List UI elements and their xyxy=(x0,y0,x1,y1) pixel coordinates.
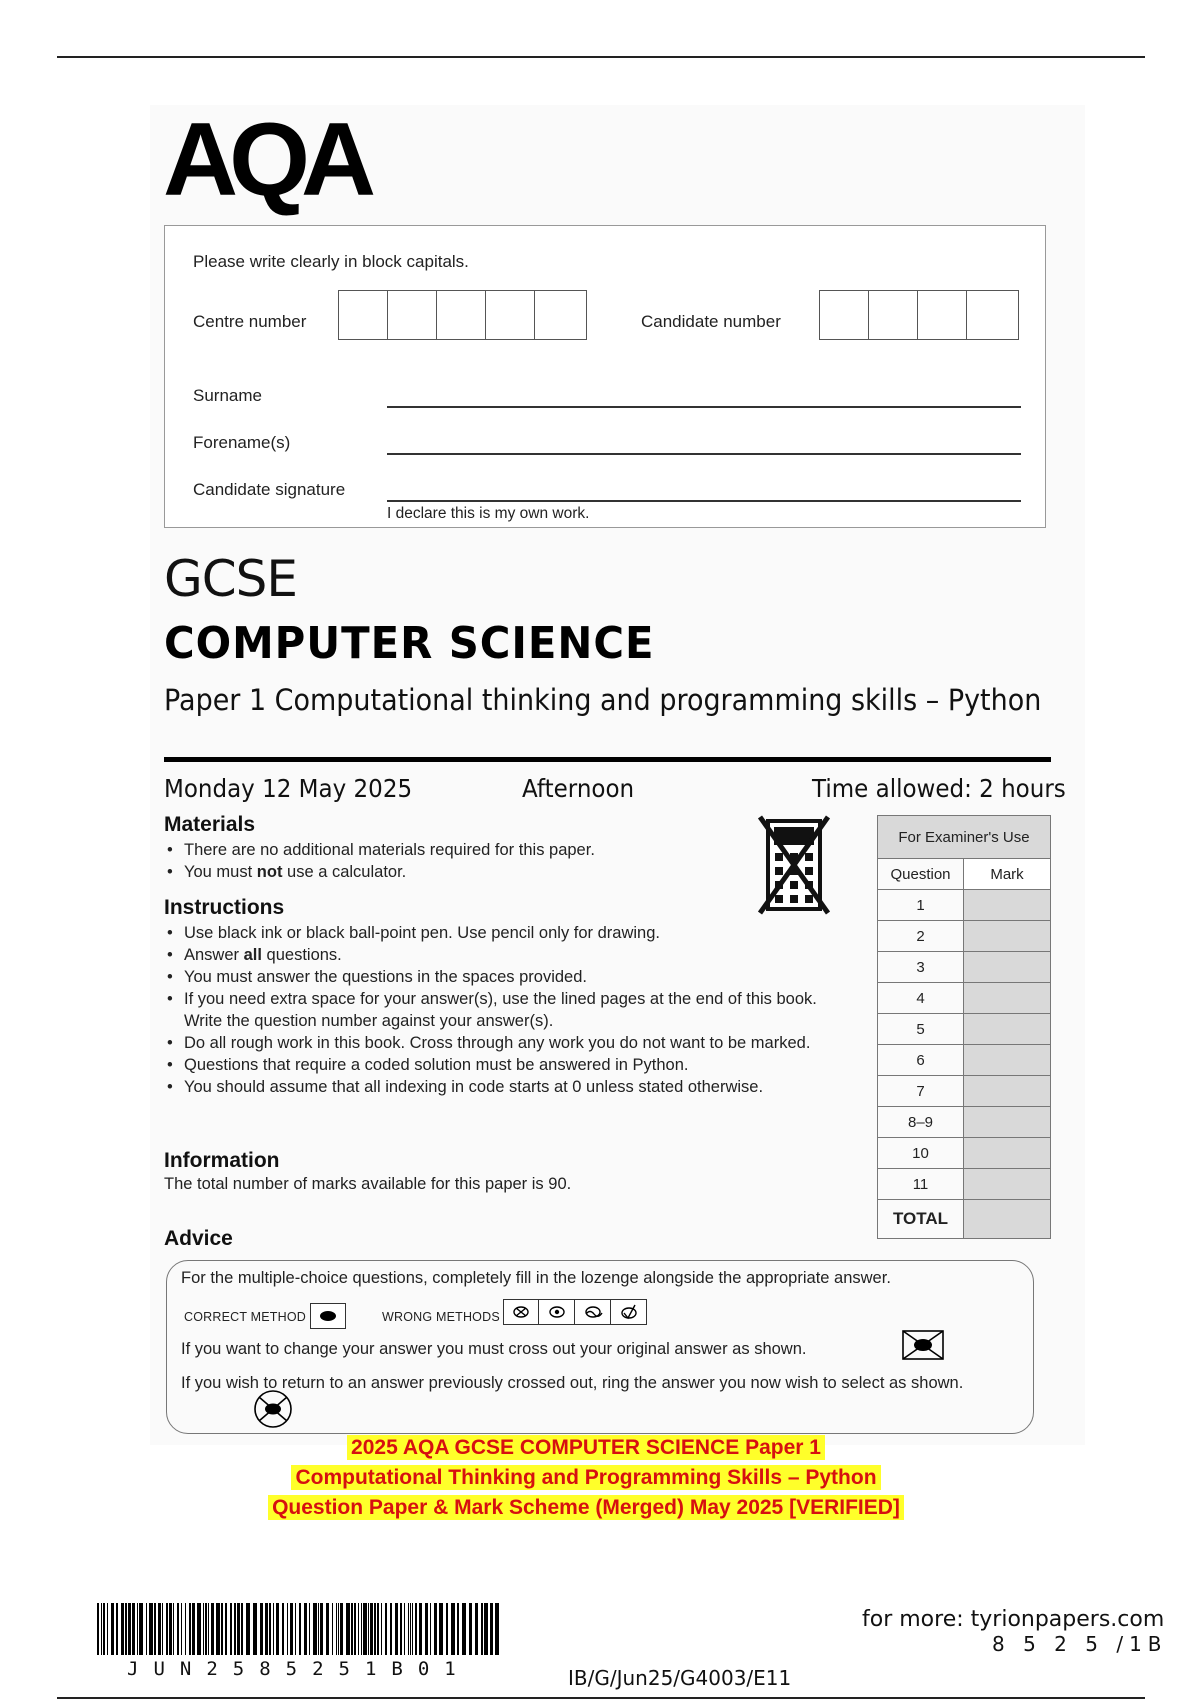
barcode-bar xyxy=(107,1603,108,1655)
barcode xyxy=(97,1603,507,1661)
forenames-line[interactable] xyxy=(387,453,1021,455)
mark-cell xyxy=(964,1045,1051,1076)
barcode-bar xyxy=(415,1603,417,1655)
mark-column-header: Mark xyxy=(964,859,1051,890)
barcode-bar xyxy=(368,1603,369,1655)
barcode-bar xyxy=(132,1603,135,1655)
barcode-bar xyxy=(166,1603,168,1655)
table-row xyxy=(878,952,1051,983)
candidate-number-field[interactable] xyxy=(819,290,1019,340)
correct-method-label: CORRECT METHOD xyxy=(184,1310,307,1324)
barcode-bar xyxy=(253,1603,257,1655)
barcode-bar xyxy=(101,1603,102,1655)
ringed-answer-icon xyxy=(249,1389,297,1429)
barcode-bar xyxy=(203,1603,204,1655)
barcode-bar xyxy=(169,1603,172,1655)
question-number: 8–9 xyxy=(878,1107,964,1138)
barcode-bar xyxy=(400,1603,402,1655)
list-item: • You should assume that all indexing in code starts at 0 unless stated otherwise. xyxy=(164,1076,824,1098)
barcode-bar xyxy=(237,1603,240,1655)
barcode-bar xyxy=(313,1603,317,1655)
aqa-logo: AQA xyxy=(163,102,368,218)
barcode-bar xyxy=(149,1603,153,1655)
barcode-bar xyxy=(309,1603,310,1655)
barcode-bar xyxy=(154,1603,156,1655)
return-answer-text: If you wish to return to an answer previously crossed out, ring the answer you now wish to select as shown. xyxy=(181,1374,964,1392)
advice-heading: Advice xyxy=(164,1227,233,1250)
bottom-rule xyxy=(57,1697,1145,1699)
barcode-bar xyxy=(299,1603,301,1655)
barcode-bar xyxy=(189,1603,191,1655)
candidate-digit-box[interactable] xyxy=(918,291,967,339)
mark-cell xyxy=(964,983,1051,1014)
barcode-bar xyxy=(230,1603,232,1655)
barcode-bar xyxy=(273,1603,274,1655)
barcode-bar xyxy=(439,1603,443,1655)
mark-cell xyxy=(964,1014,1051,1045)
qualification-level: GCSE xyxy=(164,550,297,608)
barcode-bar xyxy=(425,1603,428,1655)
barcode-bar xyxy=(116,1603,118,1655)
surname-line[interactable] xyxy=(387,406,1021,408)
barcode-bar xyxy=(185,1603,186,1655)
barcode-bar xyxy=(395,1603,398,1655)
paper-code: 8 5 2 5 /1B xyxy=(992,1632,1168,1656)
barcode-bar xyxy=(457,1603,459,1655)
barcode-bar xyxy=(332,1603,333,1655)
question-number: 10 xyxy=(878,1138,964,1169)
barcode-bar xyxy=(304,1603,307,1655)
barcode-bar xyxy=(336,1603,337,1655)
barcode-bar xyxy=(340,1603,343,1655)
table-row xyxy=(878,1076,1051,1107)
barcode-bar xyxy=(419,1603,422,1655)
scribbled-lozenge-icon xyxy=(575,1299,611,1325)
centre-digit-box[interactable] xyxy=(486,291,535,339)
no-calculator-icon xyxy=(758,815,830,915)
barcode-bar xyxy=(265,1603,268,1655)
candidate-digit-box[interactable] xyxy=(967,291,1016,339)
change-answer-text: If you want to change your answer you must cross out your original answer as shown. xyxy=(181,1340,807,1358)
information-heading: Information xyxy=(164,1149,280,1172)
barcode-bar xyxy=(192,1603,195,1655)
barcode-bar xyxy=(469,1603,472,1655)
paper-title: Paper 1 Computational thinking and programming skills – Python xyxy=(164,683,1042,717)
promo-line-3: Question Paper & Mark Scheme (Merged) May 2025 [VERIFIED] xyxy=(0,1496,1186,1520)
list-item: • Use black ink or black ball-point pen. Use pencil only for drawing. xyxy=(164,922,824,944)
barcode-bar xyxy=(412,1603,413,1655)
barcode-bar xyxy=(318,1603,319,1655)
barcode-bar xyxy=(320,1603,323,1655)
barcode-bar xyxy=(354,1603,356,1655)
total-mark-cell xyxy=(964,1200,1051,1239)
list-item: • Answer all questions. xyxy=(164,944,824,966)
instructions-list xyxy=(164,922,824,1098)
question-number: 5 xyxy=(878,1014,964,1045)
wrong-methods-label: WRONG METHODS xyxy=(382,1310,500,1324)
barcode-bar xyxy=(225,1603,227,1655)
barcode-bar xyxy=(490,1603,493,1655)
question-number: 3 xyxy=(878,952,964,983)
question-number: 6 xyxy=(878,1045,964,1076)
information-text: The total number of marks available for this paper is 90. xyxy=(164,1175,572,1193)
list-item: • You must not use a calculator. xyxy=(164,861,724,883)
candidate-details-box xyxy=(164,225,1046,528)
barcode-bar xyxy=(377,1603,379,1655)
barcode-bar xyxy=(173,1603,174,1655)
barcode-bar xyxy=(276,1603,279,1655)
barcode-bar xyxy=(282,1603,284,1655)
barcode-bar xyxy=(338,1603,339,1655)
list-item: • Questions that require a coded solution must be answered in Python. xyxy=(164,1054,824,1076)
barcode-bar xyxy=(211,1603,214,1655)
materials-heading: Materials xyxy=(164,813,256,836)
barcode-bar xyxy=(125,1603,127,1655)
centre-digit-box[interactable] xyxy=(339,291,388,339)
barcode-bar xyxy=(363,1603,367,1655)
website-link[interactable]: for more: tyrionpapers.com xyxy=(862,1607,1165,1632)
table-row xyxy=(878,1107,1051,1138)
time-allowed: Time allowed: 2 hours xyxy=(812,774,1066,803)
candidate-number-label: Candidate number xyxy=(641,312,781,331)
examiner-use-table xyxy=(877,815,1051,1239)
total-row xyxy=(878,1200,1051,1239)
barcode-bar xyxy=(146,1603,147,1655)
barcode-bar xyxy=(221,1603,223,1655)
barcode-bar xyxy=(385,1603,387,1655)
barcode-bar xyxy=(177,1603,179,1655)
barcode-bar xyxy=(260,1603,263,1655)
advice-lozenge-text: For the multiple-choice questions, completely fill in the lozenge alongside the appropriate answer. xyxy=(181,1269,891,1287)
promo-line-2: Computational Thinking and Programming Skills – Python xyxy=(0,1466,1186,1490)
question-number: 11 xyxy=(878,1169,964,1200)
question-number: 4 xyxy=(878,983,964,1014)
barcode-bar xyxy=(430,1603,431,1655)
mark-cell xyxy=(964,1169,1051,1200)
question-number: 1 xyxy=(878,890,964,921)
barcode-bar xyxy=(216,1603,220,1655)
mark-cell xyxy=(964,1076,1051,1107)
list-item: • If you need extra space for your answer(s), use the lined pages at the end of this book. Write the question number against your answer(s). xyxy=(164,988,824,1032)
barcode-bar xyxy=(351,1603,353,1655)
mark-cell xyxy=(964,1107,1051,1138)
top-rule xyxy=(57,56,1145,58)
centre-digit-box[interactable] xyxy=(535,291,584,339)
barcode-bar xyxy=(103,1603,105,1655)
question-number: 2 xyxy=(878,921,964,952)
mark-cell xyxy=(964,952,1051,983)
barcode-bar xyxy=(128,1603,131,1655)
barcode-bar xyxy=(246,1603,250,1655)
centre-digit-box[interactable] xyxy=(437,291,486,339)
title-divider xyxy=(164,757,1051,762)
barcode-bar xyxy=(408,1603,409,1655)
table-row xyxy=(878,890,1051,921)
barcode-bar xyxy=(121,1603,124,1655)
list-item: • Do all rough work in this book. Cross through any work you do not want to be marked. xyxy=(164,1032,824,1054)
candidate-digit-box[interactable] xyxy=(869,291,918,339)
barcode-bar xyxy=(208,1603,209,1655)
signature-line[interactable] xyxy=(387,500,1021,502)
barcode-bar xyxy=(434,1603,437,1655)
table-row xyxy=(878,1138,1051,1169)
barcode-bar xyxy=(484,1603,488,1655)
barcode-bar xyxy=(137,1603,138,1655)
crossed-out-answer-icon xyxy=(901,1329,945,1361)
mark-cell xyxy=(964,890,1051,921)
barcode-bar xyxy=(290,1603,293,1655)
candidate-digit-box[interactable] xyxy=(820,291,869,339)
barcode-bar xyxy=(97,1603,99,1655)
barcode-bar xyxy=(451,1603,455,1655)
question-column-header: Question xyxy=(878,859,964,890)
signature-label: Candidate signature xyxy=(193,480,346,499)
barcode-bar xyxy=(381,1603,382,1655)
barcode-bar xyxy=(495,1603,499,1655)
barcode-bar xyxy=(462,1603,466,1655)
barcode-bar xyxy=(269,1603,271,1655)
list-item: • You must answer the questions in the spaces provided. xyxy=(164,966,824,988)
block-capitals-instruction: Please write clearly in block capitals. xyxy=(193,252,469,271)
examiner-table-title: For Examiner's Use xyxy=(878,816,1051,859)
exam-date: Monday 12 May 2025 xyxy=(164,774,413,803)
mark-cell xyxy=(964,1138,1051,1169)
barcode-bar xyxy=(390,1603,392,1655)
barcode-bar xyxy=(370,1603,373,1655)
advice-box xyxy=(166,1260,1034,1434)
total-label: TOTAL xyxy=(878,1200,964,1239)
barcode-bar xyxy=(346,1603,350,1655)
wrong-methods-examples xyxy=(503,1299,647,1325)
barcode-bar xyxy=(361,1603,362,1655)
barcode-bar xyxy=(410,1603,411,1655)
correct-method-example xyxy=(310,1303,346,1329)
barcode-bar xyxy=(234,1603,236,1655)
table-row xyxy=(878,1014,1051,1045)
promo-line-1: 2025 AQA GCSE COMPUTER SCIENCE Paper 1 xyxy=(0,1436,1186,1460)
table-row xyxy=(878,921,1051,952)
barcode-bar xyxy=(358,1603,359,1655)
instructions-heading: Instructions xyxy=(164,896,285,919)
barcode-bar xyxy=(374,1603,376,1655)
table-row xyxy=(878,1045,1051,1076)
centre-number-field[interactable] xyxy=(338,290,587,340)
barcode-bar xyxy=(139,1603,143,1655)
barcode-bar xyxy=(241,1603,243,1655)
table-row xyxy=(878,983,1051,1014)
forenames-label: Forename(s) xyxy=(193,433,291,452)
barcode-bar xyxy=(197,1603,201,1655)
surname-label: Surname xyxy=(193,386,262,405)
barcode-bar xyxy=(162,1603,163,1655)
filled-lozenge-icon xyxy=(319,1310,337,1322)
subject-title: COMPUTER SCIENCE xyxy=(164,618,655,669)
barcode-bar xyxy=(158,1603,161,1655)
list-item: • There are no additional materials required for this paper. xyxy=(164,839,724,861)
centre-digit-box[interactable] xyxy=(388,291,437,339)
barcode-bar xyxy=(111,1603,114,1655)
barcode-bar xyxy=(326,1603,329,1655)
exam-session: Afternoon xyxy=(522,774,635,803)
question-number: 7 xyxy=(878,1076,964,1107)
barcode-bar xyxy=(446,1603,448,1655)
dotted-lozenge-icon xyxy=(539,1299,575,1325)
barcode-bar xyxy=(205,1603,207,1655)
barcode-bar xyxy=(181,1603,182,1655)
barcode-text: JUN2585251B01 xyxy=(127,1658,471,1680)
declaration-text: I declare this is my own work. xyxy=(387,505,590,522)
ticked-lozenge-icon xyxy=(611,1299,647,1325)
barcode-bar xyxy=(287,1603,288,1655)
reference-code: IB/G/Jun25/G4003/E11 xyxy=(568,1666,792,1690)
barcode-bar xyxy=(404,1603,405,1655)
centre-number-label: Centre number xyxy=(193,312,307,331)
materials-list xyxy=(164,839,724,883)
mark-cell xyxy=(964,921,1051,952)
crossed-lozenge-icon xyxy=(503,1299,539,1325)
barcode-bar xyxy=(481,1603,483,1655)
table-row xyxy=(878,1169,1051,1200)
barcode-bar xyxy=(295,1603,296,1655)
barcode-bar xyxy=(475,1603,478,1655)
